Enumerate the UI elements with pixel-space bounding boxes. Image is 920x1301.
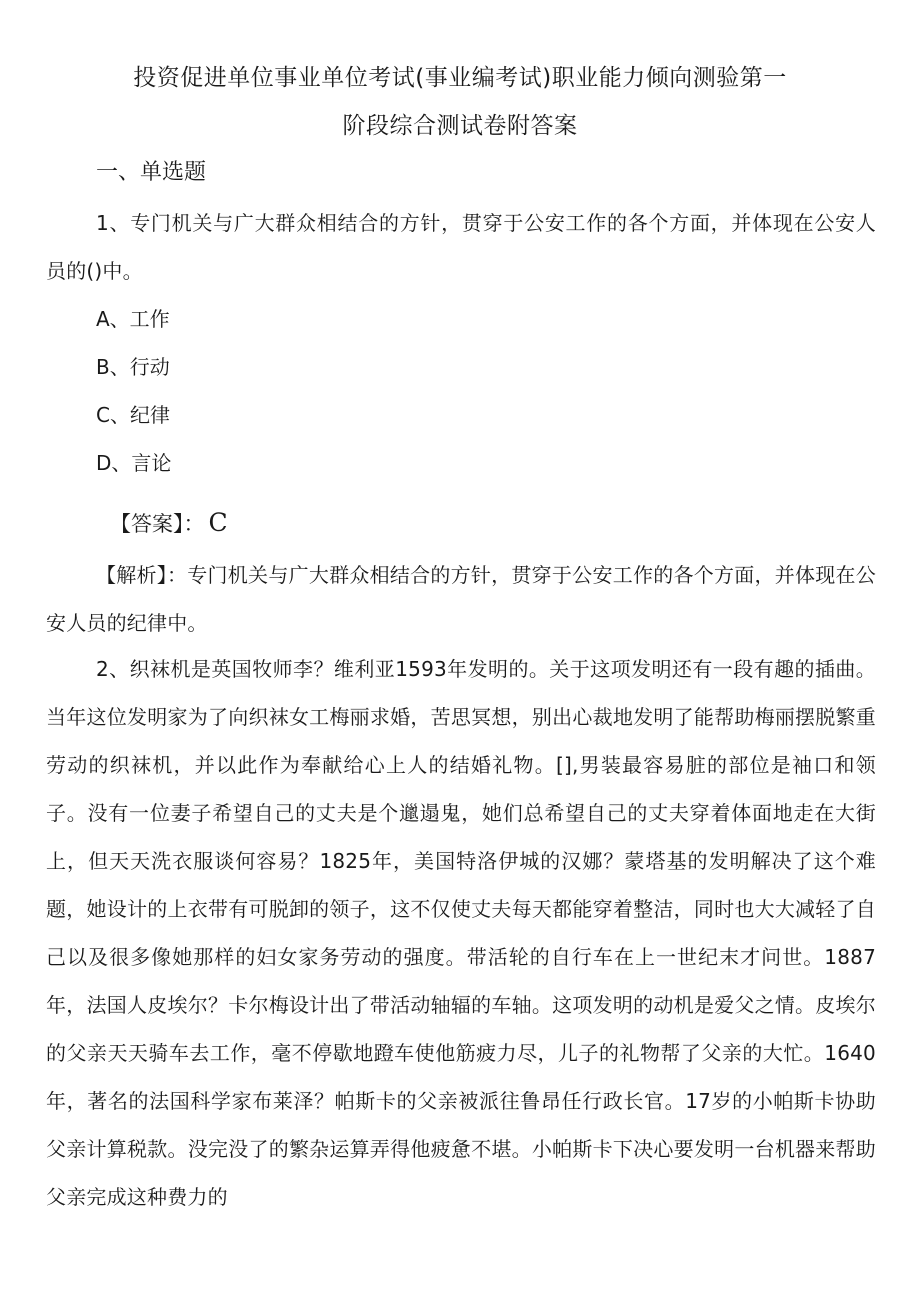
document-title-line1: 投资促进单位事业单位考试(事业编考试)职业能力倾向测验第一 — [133, 65, 787, 91]
question-1-text: 1、专门机关与广大群众相结合的方针，贯穿于公安工作的各个方面，并体现在公安人员的()中。 — [46, 211, 876, 283]
answer-value: C — [208, 508, 228, 537]
question-2-text: 2、织袜机是英国牧师李？维利亚1593年发明的。关于这项发明还有一段有趣的插曲。当年这位发明家为了向织袜女工梅丽求婚，苦思冥想，别出心裁地发明了能帮助梅丽摆脱繁重劳动的织袜机，并以此作为奉献给心上人的结婚礼物。[],男装最容易脏的部位是袖口和领子。没有一位妻子希望自己的丈夫是个邋遢鬼，她们总希望自己的丈夫穿着体面地走在大街上，但天天洗衣服谈何容易？1825年，美国特洛伊城的汉娜？蒙塔基的发明解决了这个难题，她设计的上衣带有可脱卸的领子，这不仅使丈夫每天都能穿着整洁，同时也大大减轻了自己以及很多像她那样的妇女家务劳动的强度。带活轮的自行车在上一世纪末才问世。1887年，法国人皮埃尔？卡尔梅设计出了带活动轴辐的车轴。这项发明的动机是爱父之情。皮埃尔的父亲天天骑车去工作，毫不停歇地蹬车使他筋疲力尽，儿子的礼物帮了父亲的大忙。1640年，著名的法国科学家布莱泽？帕斯卡的父亲被派往鲁昂任行政长官。17岁的小帕斯卡协助父亲计算税款。没完没了的繁杂运算弄得他疲惫不堪。小帕斯卡下决心要发明一台机器来帮助父亲完成这种费力的 — [46, 657, 876, 1209]
question-1-answer — [110, 506, 228, 541]
question-1-option-c: C、纪律 — [96, 403, 170, 427]
document-title-line2: 阶段综合测试卷附答案 — [342, 113, 578, 139]
answer-label: 【答案】： — [110, 512, 205, 536]
question-1-analysis: 【解析】：专门机关与广大群众相结合的方针，贯穿于公安工作的各个方面，并体现在公安人员的纪律中。 — [46, 563, 876, 635]
question-1-option-d: D、言论 — [96, 451, 172, 475]
section-heading: 一、单选题 — [96, 160, 207, 185]
question-1-option-b: B、行动 — [96, 355, 170, 379]
question-1-option-a: A、工作 — [96, 307, 170, 331]
